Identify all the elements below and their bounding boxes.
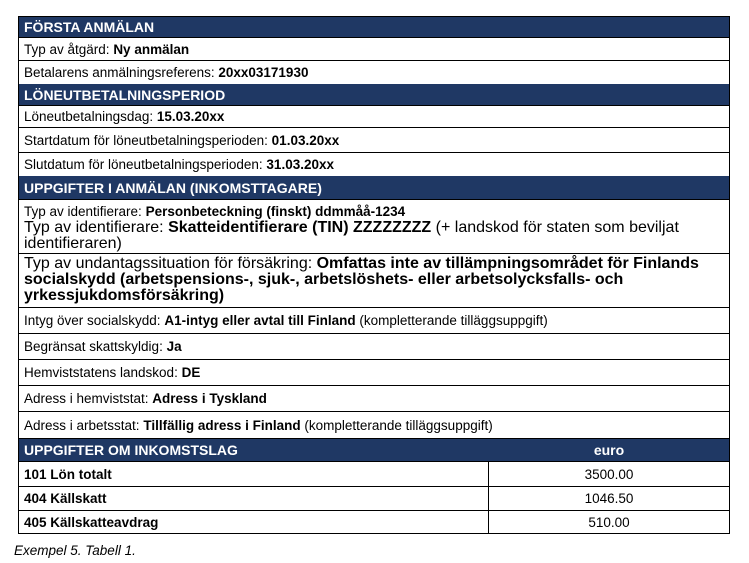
income-label: 101 Lön totalt [19,462,489,486]
field-value: 01.03.20xx [271,132,340,148]
row-pay-date [19,105,729,127]
field-note: (kompletterande tilläggsuppgift) [300,417,493,433]
field-label: Slutdatum för löneutbetalningsperioden: [24,157,267,172]
income-amount: 510.00 [588,514,630,530]
field-label: Typ av identifierare: [24,219,169,236]
field-label: Begränsat skattskyldig: [24,339,167,354]
field-label: Adress i hemviststat: [24,391,153,406]
income-row-withholding-tax [19,486,729,510]
field-value: 20xx03171930 [218,65,309,80]
field-value: DE [181,365,201,380]
field-label: Adress i arbetsstat: [24,417,144,433]
field-label: Typ av identifierare: [24,204,146,219]
income-amount: 3500.00 [584,466,634,482]
section-header-pay-period [19,84,729,105]
field-label: Hemviststatens landskod: [24,365,182,380]
section-header-first-report [19,17,729,37]
section-title: LÖNEUTBETALNINGSPERIOD [24,86,226,103]
field-value: Ny anmälan [113,41,190,57]
currency-header: euro [593,442,625,458]
income-row-withholding-deduction [19,510,729,533]
row-identifier-type-1 [19,199,729,219]
row-payer-reference [19,60,729,84]
section-title: UPPGIFTER I ANMÄLAN (INKOMSTTAGARE) [24,179,322,196]
field-label: Intyg över socialskydd: [24,313,165,328]
field-value: Ja [166,339,182,354]
field-note: (+ landskod för staten som beviljat identifieraren) [24,219,679,252]
section-title: UPPGIFTER OM INKOMSTSLAG [24,442,238,458]
income-row-salary [19,461,729,486]
field-label: Löneutbetalningsdag: [24,109,157,124]
row-work-address [19,411,729,438]
table-caption: Exempel 5. Tabell 1. [14,543,136,558]
row-period-start [19,127,729,152]
field-label: Typ av åtgärd: [24,41,114,57]
field-value: A1-intyg eller avtal till Finland [164,313,356,328]
section-title: FÖRSTA ANMÄLAN [24,19,155,35]
field-value: 31.03.20xx [266,157,334,172]
field-value: Personbeteckning (finskt) ddmmåå-1234 [145,204,406,219]
section-header-income-types [19,438,729,461]
field-value: 15.03.20xx [156,109,225,124]
field-label: Startdatum för löneutbetalningsperioden: [24,132,272,148]
field-note: (kompletterande tilläggsuppgift) [355,313,548,328]
row-limited-tax-liability [19,333,729,359]
income-label: 404 Källskatt [19,487,489,510]
income-amount: 1046.50 [584,491,634,506]
income-label: 405 Källskatteavdrag [19,511,489,533]
field-value: Omfattas inte av tillämpningsområdet för Finlands socialskydd (arbetspensions-, sjuk-, arbetslöshets- eller arbetsolycksfalls- och yrkessjukdomsförsäkring) [24,255,699,304]
report-table [18,16,730,534]
row-action-type [19,37,729,60]
section-header-income-earner [19,176,729,199]
field-value: Skatteidentifierare (TIN) ZZZZZZZZ [168,219,432,236]
field-label: Typ av undantagssituation för försäkring: [24,255,317,272]
row-identifier-type-2 [19,219,729,253]
field-value: Tillfällig adress i Finland [143,417,301,433]
row-home-address [19,385,729,411]
row-home-country-code [19,359,729,385]
field-value: Adress i Tyskland [152,391,267,406]
row-social-security [19,307,729,333]
field-label: Betalarens anmälningsreferens: [24,65,219,80]
row-period-end [19,152,729,176]
row-insurance-exception [19,253,729,307]
